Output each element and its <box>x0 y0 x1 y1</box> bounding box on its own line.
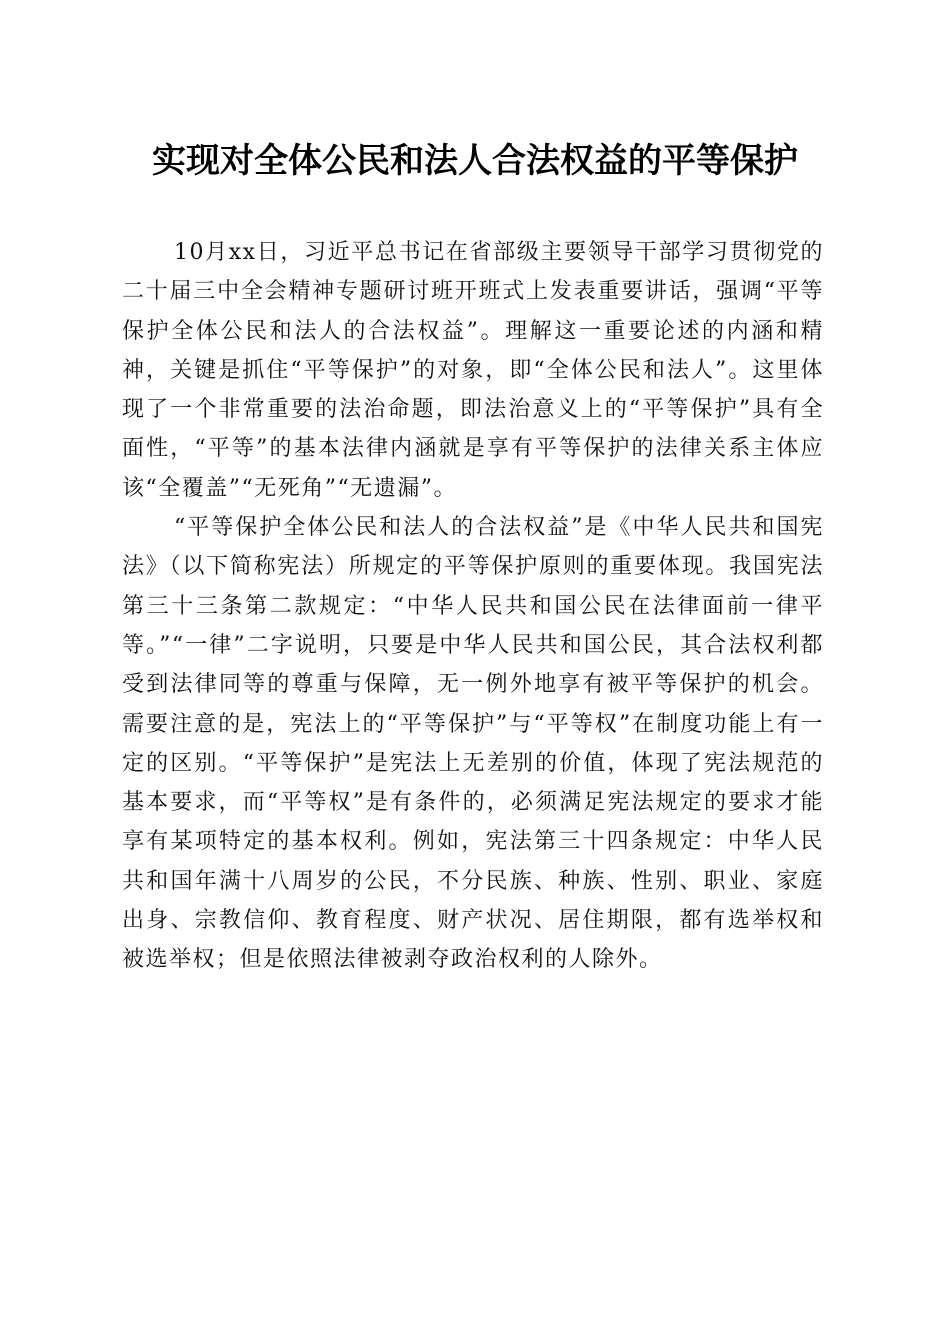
paragraph-1: 10月xx日，习近平总书记在省部级主要领导干部学习贯彻党的二十届三中全会精神专题研讨班开班式上发表重要讲话，强调“平等保护全体公民和法人的合法权益”。理解这一重要论述的内涵和精神，关键是抓住“平等保护”的对象，即“全体公民和法人”。这里体现了一个非常重要的法治命题，即法治意义上的“平等保护”具有全面性，“平等”的基本法律内涵就是享有平等保护的法律关系主体应该“全覆盖”“无死角”“无遗漏”。 <box>122 240 824 501</box>
paragraph-2: “平等保护全体公民和法人的合法权益”是《中华人民共和国宪法》（以下简称宪法）所规定的平等保护原则的重要体现。我国宪法第三十三条第二款规定：“中华人民共和国公民在法律面前一律平等。”“一律”二字说明，只要是中华人民共和国公民，其合法权利都受到法律同等的尊重与保障，无一例外地享有被平等保护的机会。需要注意的是，宪法上的“平等保护”与“平等权”在制度功能上有一定的区别。“平等保护”是宪法上无差别的价值，体现了宪法规范的基本要求，而“平等权”是有条件的，必须满足宪法规定的要求才能享有某项特定的基本权利。例如，宪法第三十四条规定：中华人民共和国年满十八周岁的公民，不分民族、种族、性别、职业、家庭出身、宗教信仰、教育程度、财产状况、居住期限，都有选举权和被选举权；但是依照法律被剥夺政治权利的人除外。 <box>122 515 824 973</box>
document-body <box>122 233 824 980</box>
document-title: 实现对全体公民和法人合法权益的平等保护 <box>152 141 798 181</box>
